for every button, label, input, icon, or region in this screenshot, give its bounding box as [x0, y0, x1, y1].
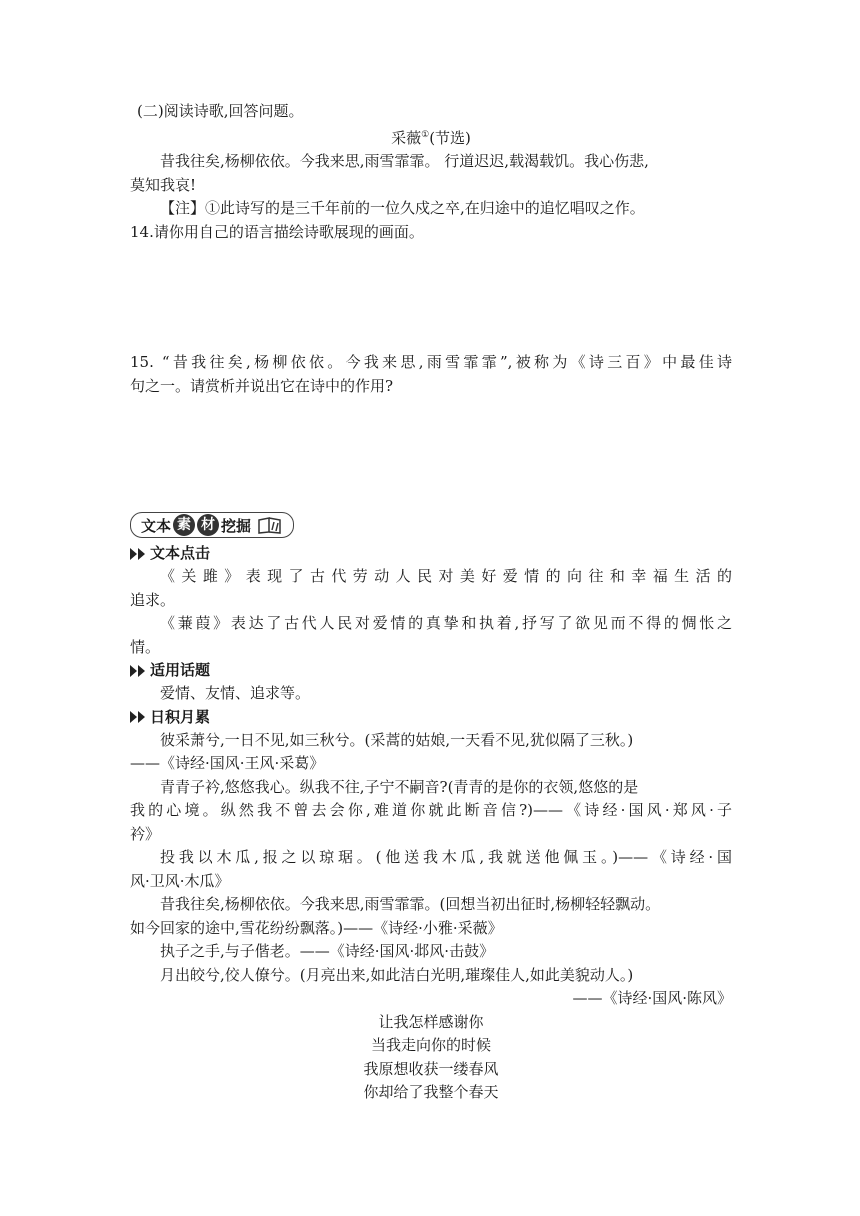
section-heading-accumulate: [130, 706, 732, 729]
poem-title-suffix: (节选): [429, 128, 471, 147]
book-icon: [257, 516, 283, 534]
s3-line: 彼采萧兮,一日不见,如三秋兮。(采蒿的姑娘,一天看不见,犹似隔了三秋。): [160, 730, 634, 749]
poem-title: [130, 124, 732, 151]
s2-text: 爱情、友情、追求等。: [160, 684, 311, 702]
s1-para-1-line-1: 《关雎》表现了古代劳动人民对美好爱情的向往和幸福生活的: [160, 567, 732, 585]
banner-left-text: 文本: [141, 516, 172, 535]
poem-title-text: 采薇: [391, 128, 422, 147]
double-arrow-icon: [130, 548, 146, 560]
question-15-line-1: 15. “昔我往矣,杨柳依依。今我来思,雨雪霏霏”,被称为《诗三百》中最佳诗: [130, 353, 732, 371]
s3-line: 执子之手,与子偕老。——《诗经·国风·邶风·击鼓》: [160, 942, 495, 960]
closing-poem: [130, 1011, 732, 1105]
section-heading-text-click: [130, 542, 732, 565]
double-arrow-icon: [130, 665, 146, 677]
banner-circle-1: 素: [173, 514, 195, 536]
s3-line: 衿》: [130, 824, 161, 843]
s3-line: 我的心境。纵然我不曾去会你,难道你就此断音信?)——《诗经·国风·郑风·子: [130, 801, 732, 819]
poem-note-mark: ①: [421, 129, 430, 140]
question-15-line-2: 句之一。请赏析并说出它在诗中的作用?: [130, 376, 394, 395]
closing-poem-line: 让我怎样感谢你: [378, 1012, 484, 1031]
section-title-1: 文本点击: [150, 544, 211, 562]
s3-line: 投我以木瓜,报之以琼琚。(他送我木瓜,我就送他佩玉。)——《诗经·国: [160, 848, 732, 866]
poem-note: 【注】①此诗写的是三千年前的一位久戍之卒,在归途中的追忆唱叹之作。: [160, 199, 645, 217]
s3-line: 如今回家的途中,雪花纷纷飘落。)——《诗经·小雅·采薇》: [130, 918, 503, 937]
part-heading: (二)阅读诗歌,回答问题。: [137, 102, 304, 120]
closing-poem-line: 当我走向你的时候: [370, 1036, 491, 1054]
double-arrow-icon: [130, 711, 146, 723]
banner-right-text: 挖掘: [221, 516, 252, 535]
s3-line: 风·卫风·木瓜》: [130, 871, 230, 890]
poem-line-1: 昔我往矣,杨柳依依。今我来思,雨雪霏霏。 行道迟迟,载渴载饥。我心伤悲,: [160, 152, 649, 170]
closing-poem-line: 你却给了我整个春天: [363, 1083, 499, 1101]
document-page: [130, 100, 732, 1105]
question-14: 14.请你用自己的语言描绘诗歌展现的画面。: [130, 222, 424, 241]
s1-para-2-line-2: 情。: [130, 637, 161, 656]
s3-line: 月出皎兮,佼人僚兮。(月亮出来,如此洁白光明,璀璨佳人,如此美貌动人。): [160, 965, 634, 984]
section-heading-topics: [130, 659, 732, 682]
s3-line: ——《诗经·国风·陈风》: [572, 989, 732, 1007]
poem-line-2: 莫知我哀!: [130, 175, 197, 194]
s1-para-2-line-1: 《蒹葭》表达了古代人民对爱情的真挚和执着,抒写了欲见而不得的惆怅之: [160, 614, 732, 632]
s3-line: 昔我往矣,杨柳依依。今我来思,雨雪霏霏。(回想当初出征时,杨柳轻轻飘动。: [160, 895, 661, 913]
closing-poem-line: 我原想收获一缕春风: [363, 1059, 499, 1078]
s1-para-1-line-2: 追求。: [130, 590, 176, 609]
s3-line: ——《诗经·国风·王风·采葛》: [130, 754, 325, 772]
section-title-3: 日积月累: [150, 707, 211, 726]
section-title-2: 适用话题: [150, 661, 211, 679]
section-banner: [130, 512, 294, 538]
answer-space-14[interactable]: [130, 244, 732, 351]
answer-space-15[interactable]: [130, 398, 732, 508]
banner-circle-2: 材: [197, 514, 219, 536]
s3-line: 青青子衿,悠悠我心。纵我不往,子宁不嗣音?(青青的是你的衣领,悠悠的是: [160, 777, 639, 796]
